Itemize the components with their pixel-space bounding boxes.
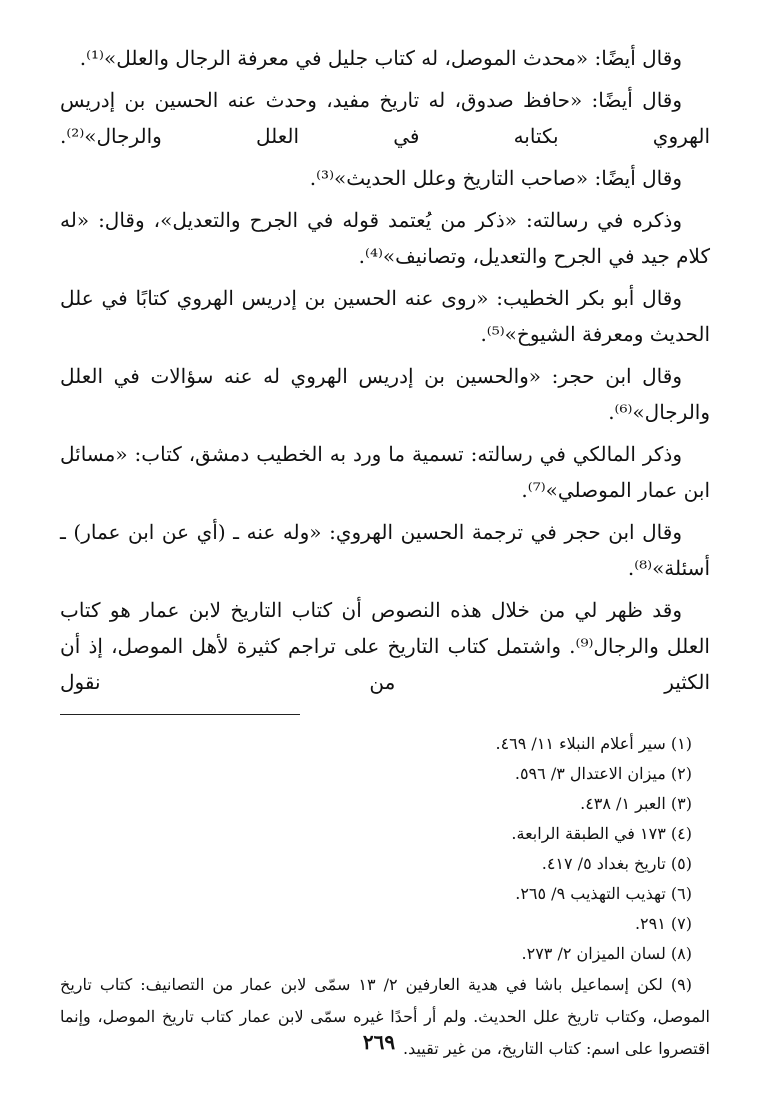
paragraph-5: وقال أبو بكر الخطيب: «روى عنه الحسين بن إدريس الهروي كتابًا في علل الحديث ومعرفة الشيوخ»⁽⁵⁾. (60, 286, 710, 346)
page-number: ٢٦٩ (362, 1030, 396, 1054)
paragraph-6: وقال ابن حجر: «والحسين بن إدريس الهروي له عنه سؤالات في العلل والرجال»⁽⁶⁾. (60, 364, 710, 424)
footnote-7: (٧) ٢٩١. (634, 914, 692, 933)
paragraph-3: وقال أيضًا: «صاحب التاريخ وعلل الحديث»⁽³⁾. (309, 166, 682, 190)
paragraph-8: وقال ابن حجر في ترجمة الحسين الهروي: «وله عنه ـ (أي عن ابن عمار) ـ أسئلة»⁽⁸⁾. (60, 520, 710, 580)
footnotes (60, 729, 710, 1065)
paragraph-4: وذكره في رسالته: «ذكر من يُعتمد قوله في الجرح والتعديل»، وقال: «له كلام جيد في الجرح والتعديل، وتصانيف»⁽⁴⁾. (60, 208, 710, 268)
paragraph-7: وذكر المالكي في رسالته: تسمية ما ورد به الخطيب دمشق، كتاب: «مسائل ابن عمار الموصلي»⁽⁷⁾. (60, 442, 710, 502)
footnote-6: (٦) تهذيب التهذيب ٩/ ٢٦٥. (515, 884, 692, 903)
footnote-9: (٩) لكن إسماعيل باشا في هدية العارفين ٢/ ١٣ سمّى لابن عمار من التصانيف: كتاب تاريخ الموصل، وكتاب تاريخ علل الحديث. ولم أر أحدًا غيره سمّى لابن عمار كتاب تاريخ الموصل، وإنما اقتصروا على اسم: كتاب التاريخ، من غير تقييد. (60, 975, 710, 1058)
paragraph-9: وقد ظهر لي من خلال هذه النصوص أن كتاب التاريخ لابن عمار هو كتاب العلل والرجال⁽⁹⁾. واشتمل كتاب التاريخ على تراجم كثيرة لأهل الموصل، إذ أن الكثير من نقول (60, 598, 710, 694)
paragraph-2: وقال أيضًا: «حافظ صدوق، له تاريخ مفيد، وحدث عنه الحسين بن إدريس الهروي بكتابه في العلل والرجال»⁽²⁾. (60, 88, 710, 148)
paragraph-1: وقال أيضًا: «محدث الموصل، له كتاب جليل في معرفة الرجال والعلل»⁽¹⁾. (79, 46, 682, 70)
footnote-2: (٢) ميزان الاعتدال ٣/ ٥٩٦. (514, 764, 692, 783)
page-body (60, 40, 710, 1065)
footnote-3: (٣) العبر ١/ ٤٣٨. (580, 794, 692, 813)
footnote-8: (٨) لسان الميزان ٢/ ٢٧٣. (521, 944, 692, 963)
footnote-4: (٤) ١٧٣ في الطبقة الرابعة. (511, 824, 692, 843)
footnote-separator (60, 714, 300, 715)
footnote-5: (٥) تاريخ بغداد ٥/ ٤١٧. (541, 854, 692, 873)
footnote-1: (١) سير أعلام النبلاء ١١/ ٤٦٩. (495, 734, 692, 753)
